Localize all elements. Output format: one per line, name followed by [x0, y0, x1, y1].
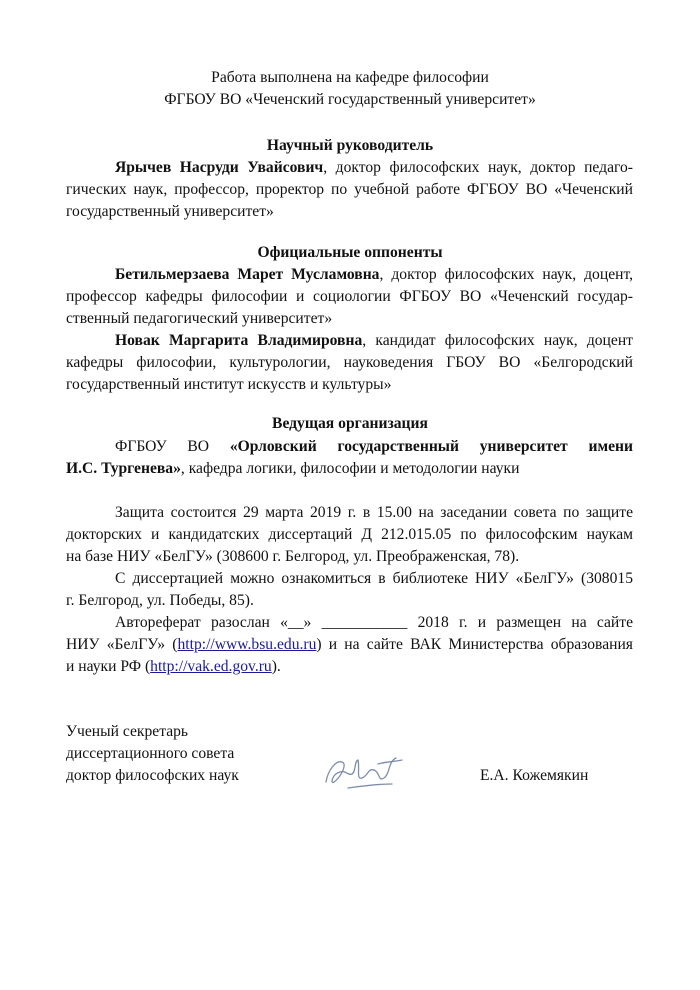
library-line-2: г. Белгород, ул. Победы, 85). [66, 592, 254, 609]
supervisor-heading: Научный руководитель [266, 137, 434, 154]
opponents-heading: Официальные оппоненты [257, 244, 443, 261]
opponent1-name: Бетильмерзаева Марет Мусламовна [115, 266, 380, 283]
secretary-title-line-1: Ученый секретарь [66, 723, 189, 740]
bsu-link[interactable]: http://www.bsu.edu.ru [177, 636, 317, 653]
opponent1-line-2: профессор кафедры философии и социологии ФГБОУ ВО «Чеченский государ- [66, 288, 633, 305]
defense-line-3: на базе НИУ «БелГУ» (308600 г. Белгород, ул. Преображенская, 78). [66, 548, 520, 565]
supervisor-name: Ярычев Насруди Увайсович [115, 159, 324, 176]
supervisor-line-1: Ярычев Насруди Увайсович, доктор философских наук, доктор педаго- [115, 159, 633, 176]
abstract-line-2: НИУ «БелГУ» (http://www.bsu.edu.ru) и на сайте ВАК Министерства образования [66, 636, 633, 653]
opponent2-name: Новак Маргарита Владимировна [115, 332, 363, 349]
secretary-title-line-3: доктор философских наук [66, 767, 239, 784]
opponent1-line-3: ственный педагогический университет» [66, 310, 333, 327]
abstract-line-1: Автореферат разослан «__» ___________ 2018 г. и размещен на сайте [115, 614, 633, 631]
defense-line-2: докторских и кандидатских диссертаций Д 212.015.05 по философским наукам [66, 526, 633, 543]
secretary-title-line-2: диссертационного совета [66, 745, 235, 762]
opponent2-line-2: кафедры философии, культурологии, науковедения ГБОУ ВО «Белгородский [66, 354, 633, 371]
header-line-2: ФГБОУ ВО «Чеченский государственный университет» [164, 91, 536, 108]
abstract-line-3: и науки РФ (http://vak.ed.gov.ru). [66, 658, 281, 675]
opponent2-line-3: государственный институт искусств и культуры» [66, 376, 392, 393]
leading-org-line-2: И.С. Тургенева», кафедра логики, философии и методологии науки [66, 460, 520, 477]
supervisor-line-3: государственный университет» [66, 203, 274, 220]
header-line-1: Работа выполнена на кафедре философии [211, 69, 489, 86]
leading-org-heading: Ведущая организация [272, 415, 428, 432]
leading-org-name: «Орловский государственный университет имени [229, 438, 633, 455]
secretary-name: Е.А. Кожемякин [480, 767, 589, 784]
supervisor-line-2: гических наук, профессор, проректор по учебной работе ФГБОУ ВО «Чеченский [66, 181, 633, 198]
opponent2-line-1: Новак Маргарита Владимировна, кандидат философских наук, доцент [115, 332, 633, 349]
signature-image [318, 748, 408, 798]
defense-line-1: Защита состоится 29 марта 2019 г. в 15.00 на заседании совета по защите [115, 504, 633, 521]
library-line-1: С диссертацией можно ознакомиться в библиотеке НИУ «БелГУ» (308015 [115, 570, 633, 587]
vak-link[interactable]: http://vak.ed.gov.ru [150, 658, 272, 675]
opponent1-line-1: Бетильмерзаева Марет Мусламовна, доктор философских наук, доцент, [115, 266, 633, 283]
leading-org-line-1: ФГБОУ ВО «Орловский государственный университет имени [115, 438, 633, 455]
